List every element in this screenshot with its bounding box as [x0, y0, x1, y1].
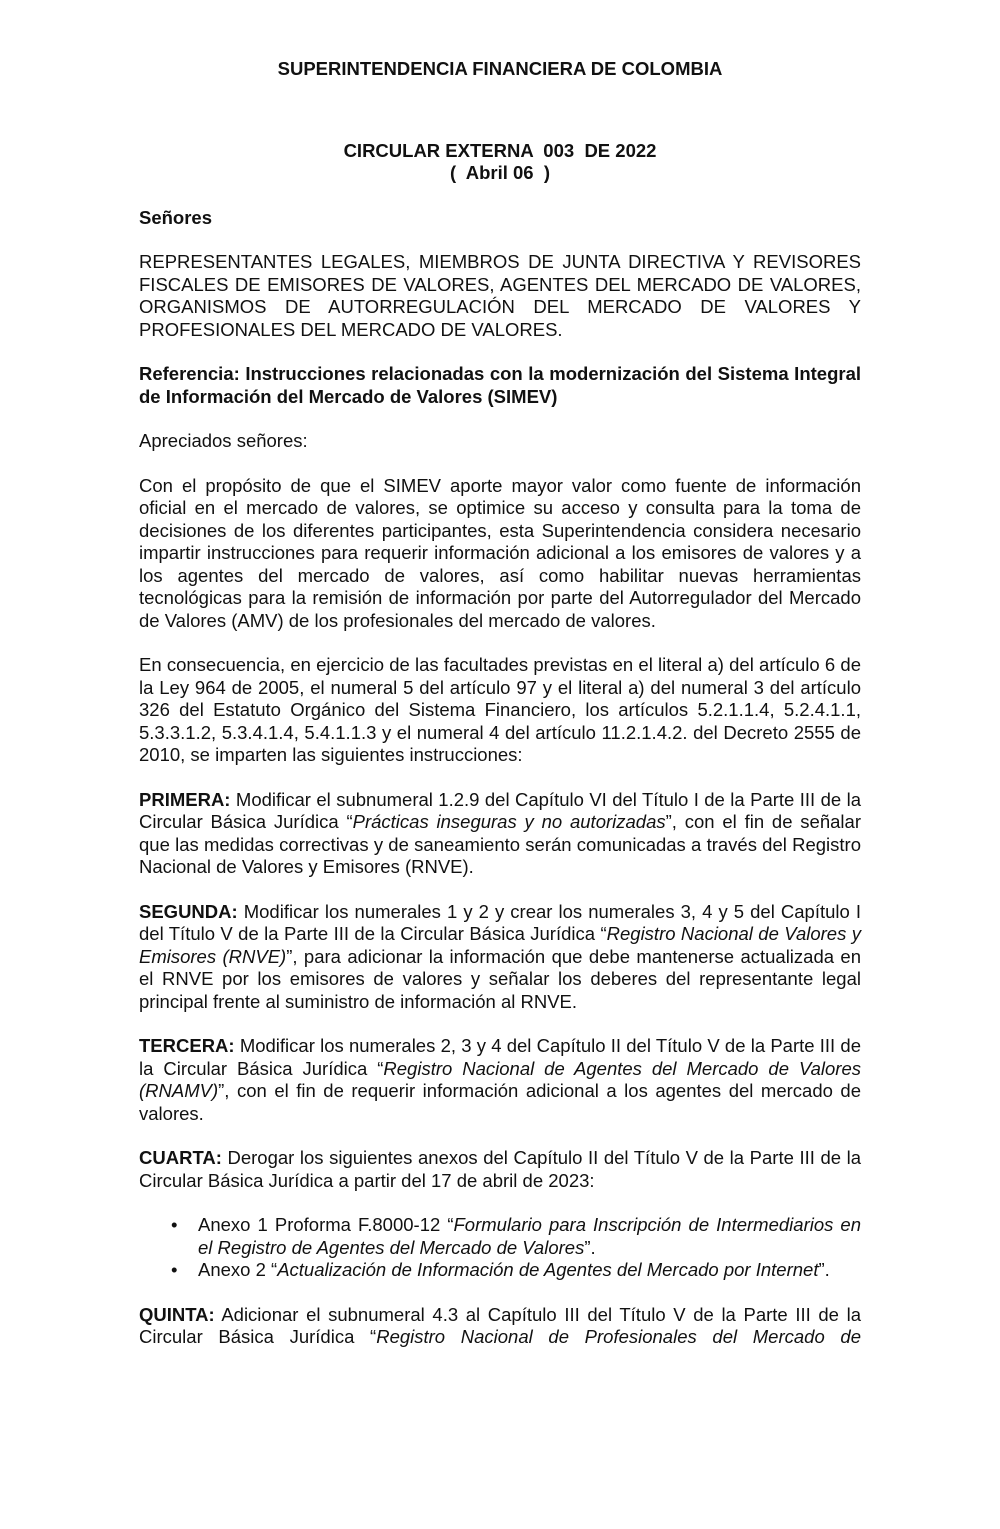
bullet-icon: • — [171, 1214, 178, 1235]
bullet-icon: • — [171, 1259, 178, 1280]
annex-text: ”. — [818, 1259, 830, 1280]
instruction-italic-title: Registro Nacional de Agentes del Mercado de Valores (RNAMV) — [139, 1057, 861, 1101]
instruction-label: SEGUNDA: — [139, 900, 238, 922]
instruction-label: TERCERA: — [139, 1035, 235, 1056]
instruction-cuarta — [139, 1147, 861, 1192]
annex-italic-title: Formulario para Inscripción de Intermediarios en el Registro de Agentes del Mercado de Valores — [198, 1214, 862, 1258]
circular-date: ( Abril 06 ) — [449, 162, 551, 183]
instruction-primera — [139, 789, 861, 879]
consequence-paragraph: En consecuencia, en ejercicio de las facultades previstas en el literal a) del artículo 6 de la Ley 964 de 2005, el numeral 5 del artículo 97 y el literal a) del numeral 3 del artículo 326 del Estatuto Orgánico del Sistema Financiero, los artículos 5.2.1.1.4, 5.2.4.1.1, 5.3.3.1.2, 5.3.4.1.4, 5.4.1.1.3 y el numeral 4 del artículo 11.2.1.4.2. del Decreto 2555 de 2010, se imparten las siguientes instrucciones: — [139, 654, 861, 765]
salutation: Señores — [139, 206, 213, 228]
instruction-text: Modificar el subnumeral 1.2.9 del Capítulo VI del Título I de la Parte III de la Circular Básica Jurídica “ — [139, 788, 861, 832]
circular-title: CIRCULAR EXTERNA 003 DE 2022 — [343, 139, 657, 161]
annex-italic-title: Actualización de Información de Agentes del Mercado por Internet — [277, 1259, 819, 1280]
instruction-text: ”, para adicionar la información que debe mantenerse actualizada en el RNVE por los emisores de valores y señalar los deberes del representante legal principal frente al suministro de información al RNVE. — [139, 945, 861, 1012]
instruction-label: QUINTA: — [139, 1303, 215, 1325]
instruction-segunda — [139, 901, 861, 1014]
instruction-text: Adicionar el subnumeral 4.3 al Capítulo III del Título V de la Parte III de la Circular Básica Jurídica “ — [139, 1303, 861, 1347]
instruction-tercera — [139, 1035, 861, 1125]
instruction-italic-title: Registro Nacional de Profesionales del Mercado de — [376, 1326, 861, 1347]
instruction-text: Derogar los siguientes anexos del Capítulo II del Título V de la Parte III de la Circular Básica Jurídica a partir del 17 de abril de 2023: — [139, 1147, 861, 1191]
annex-text: Anexo 2 “ — [198, 1259, 278, 1280]
list-item — [171, 1214, 862, 1259]
instruction-label: PRIMERA: — [139, 788, 231, 810]
intro-paragraph: Con el propósito de que el SIMEV aporte mayor valor como fuente de información oficial en el mercado de valores, se optimice su acceso y consulta para la toma de decisiones de los diferentes participantes, esta Superintendencia considera necesario impartir instrucciones para requerir información adicional a los emisores de valores y a los agentes del mercado de valores, así como habilitar nuevas herramientas tecnológicas para la remisión de información por parte del Autorregulador del Mercado de Valores (AMV) de los profesionales del mercado de valores. — [139, 474, 861, 631]
instruction-italic-title: Registro Nacional de Valores y Emisores (RNVE) — [139, 923, 861, 967]
instruction-label: CUARTA: — [139, 1147, 222, 1168]
organization-header: SUPERINTENDENCIA FINANCIERA DE COLOMBIA — [277, 58, 723, 79]
instruction-text: ”, con el fin de requerir información adicional a los agentes del mercado de valores. — [139, 1080, 861, 1124]
greeting: Apreciados señores: — [139, 430, 308, 451]
instruction-text: Modificar los numerales 2, 3 y 4 del Capítulo II del Título V de la Parte III de la Circular Básica Jurídica “ — [139, 1035, 861, 1079]
recipients-list: REPRESENTANTES LEGALES, MIEMBROS DE JUNTA DIRECTIVA Y REVISORES FISCALES DE EMISORES DE VALORES, AGENTES DEL MERCADO DE VALORES, ORGANISMOS DE AUTORREGULACIÓN DEL MERCADO DE VALORES Y PROFESIONALES DEL MERCADO DE VALORES. — [139, 251, 861, 340]
instruction-text: ”, con el fin de señalar que las medidas correctivas y de saneamiento serán comunicadas a través del Registro Nacional de Valores y Emisores (RNVE). — [139, 811, 861, 877]
instruction-italic-title: Prácticas inseguras y no autorizadas — [352, 811, 666, 832]
instruction-text: Modificar los numerales 1 y 2 y crear los numerales 3, 4 y 5 del Capítulo I del Título V de la Parte III de la Circular Básica Jurídica “ — [139, 900, 861, 944]
list-item — [171, 1259, 861, 1282]
annex-list — [139, 1214, 861, 1282]
document-page — [139, 58, 861, 1349]
instruction-quinta — [139, 1304, 861, 1349]
annex-text: Anexo 1 Proforma F.8000-12 “ — [198, 1214, 454, 1235]
annex-text: ”. — [584, 1236, 596, 1258]
reference-line: Referencia: Instrucciones relacionadas con la modernización del Sistema Integral de Información del Mercado de Valores (SIMEV) — [139, 363, 861, 407]
